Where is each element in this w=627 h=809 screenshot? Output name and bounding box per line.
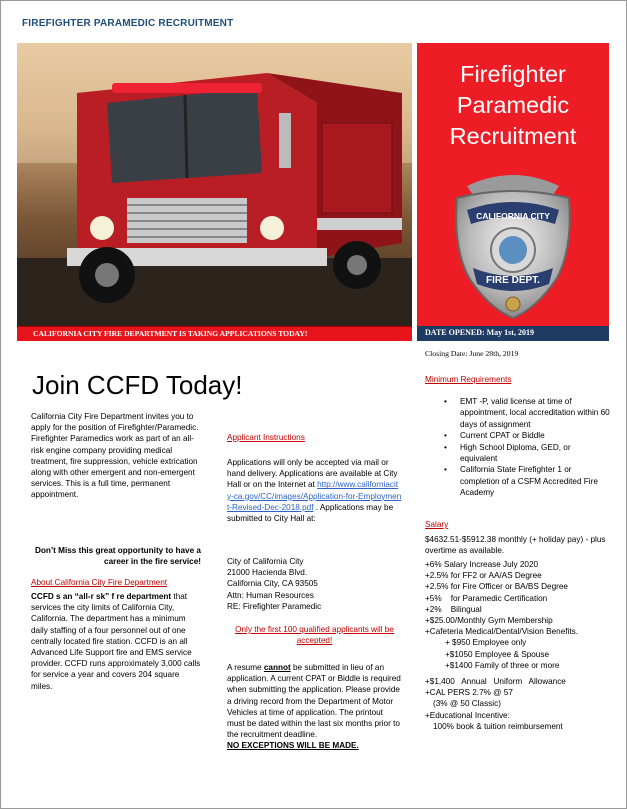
requirements-heading: Minimum Requirements (425, 375, 512, 384)
requirement-item: • High School Diploma, GED, or equivalent (430, 442, 610, 465)
date-opened-banner (417, 326, 609, 341)
salary-line: +2.5% for FF2 or AA/AS Degree (425, 571, 542, 581)
cal-pers: +CAL PERS 2.7% @ 57 (425, 688, 513, 698)
about-paragraph (31, 591, 201, 692)
benefit-options (425, 637, 610, 671)
salary-line: +$25.00/Monthly Gym Membership (425, 616, 553, 626)
requirements-list (430, 396, 610, 499)
about-bold-lead: CCFD s an “all-r sk” f re department (31, 592, 172, 601)
salary-heading: Salary (425, 520, 449, 529)
applicant-paragraph (227, 457, 402, 524)
recruitment-title-line-2: Paramedic (456, 92, 570, 118)
educational-incentive: +Educational Incentive: (425, 710, 510, 720)
document-header-title: FIREFIGHTER PARAMEDIC RECRUITMENT (22, 18, 234, 29)
recruitment-title-line-3: Recruitment (449, 123, 577, 149)
educational-incentive-detail: 100% book & tuition reimbursement (433, 721, 563, 731)
requirement-item: • EMT -P, valid license at time of appointment, local accreditation within 60 days of assignment (430, 396, 610, 430)
address-line-2: 21000 Hacienda Blvd. (227, 568, 308, 578)
salary-line: +Cafeteria Medical/Dental/Vision Benefits. (425, 627, 578, 637)
salary-line: +2.5% for Fire Officer or BA/BS Degree (425, 582, 568, 592)
address-line-5: RE: Firefighter Paramedic (227, 601, 322, 611)
requirement-item: • California State Firefighter 1 or completion of a CSFM Accredited Fire Academy (430, 464, 610, 498)
about-heading: About California City Fire Department (31, 578, 168, 587)
applications-banner (17, 326, 412, 341)
salary-range: $4632.51-$5912.38 monthly (+ holiday pay) - plus overtime as available. (425, 535, 606, 556)
date-opened-text: DATE OPENED: May 1st, 2019 (425, 328, 534, 337)
application-link[interactable]: http://www.californiacity-ca.gov/CC/images/Application-for-Employment-Revised-Dec-2018.pdf (227, 480, 402, 512)
mailing-address (227, 556, 402, 612)
uniform-allowance: +$1,400 Annual Uniform Allowance (425, 677, 566, 687)
address-line-4: Attn: Human Resources (227, 590, 314, 600)
benefit-line: +$1400 Family of three or more (445, 660, 560, 670)
applicant-instructions-heading: Applicant Instructions (227, 433, 305, 442)
badge-top-text: CALIFORNIA CITY (476, 211, 550, 221)
badge-bottom-text: FIRE DEPT. (486, 275, 540, 286)
cal-pers-classic: (3% @ 50 Classic) (433, 699, 501, 709)
address-line-3: California City, CA 93505 (227, 579, 318, 589)
salary-incentives (425, 559, 610, 732)
about-body: that services the city limits of California City, California. The department has a minimum daily staffing of a four personnel out of one centrally located fire station. CCFD is an all Advanced Life Support fire and EMS service provider. CCFD runs approximately 3,000 calls for service a year and covers 204 square miles. (31, 592, 201, 691)
resume-text-b: be submitted in lieu of an application. A current CPAT or Biddle is required when submitting the application. Please provide a driving record from the Department of Motor Vehicles at time of application. The printout must be dated within the last six months prior to the recruitment deadline. (227, 663, 401, 740)
applications-banner-text: CALIFORNIA CITY FIRE DEPARTMENT IS TAKING APPLICATIONS TODAY! (33, 329, 308, 338)
fire-dept-badge-icon (447, 168, 579, 325)
address-line-1: City of California City (227, 557, 304, 566)
applicant-text: Applications will only be accepted via mail or hand delivery. Applications are available at City Hall or on the Internet at (227, 458, 398, 490)
resume-cannot: cannot (263, 663, 291, 672)
recruitment-title-line-1: Firefighter (460, 61, 566, 87)
join-heading: Join CCFD Today! (32, 370, 243, 400)
recruitment-title (417, 59, 609, 152)
closing-date: Closing Date: June 28th, 2019 (425, 349, 519, 358)
salary-line: +6% Salary Increase July 2020 (425, 560, 539, 569)
applicant-limit-notice: Only the first 100 qualified applicants will be accepted! (235, 625, 394, 646)
dont-miss-callout: Don’t Miss this great opportunity to have a career in the fire service! (34, 546, 201, 567)
recruitment-title-panel (417, 43, 609, 326)
intro-paragraph: California City Fire Department invites you to apply for the position of Firefighter/Paramedic. Firefighter Paramedics work as part of an all-risk engine company providing medical treatment, fire suppression, vehicle extrication along with other emergent and non-emergent services. This is a full time, permanent appointment. (31, 412, 199, 500)
resume-text-a: A resume (227, 663, 264, 672)
requirement-item: • Current CPAT or Biddle (430, 430, 610, 441)
benefit-line: +$1050 Employee & Spouse (445, 649, 550, 659)
applicant-text-end: . Applications may be submitted to City Hall at: (227, 502, 394, 524)
no-exceptions-notice: NO EXCEPTIONS WILL BE MADE. (227, 741, 359, 751)
benefit-line: + $950 Employee only (445, 638, 527, 648)
salary-line: +5% for Paramedic Certification (425, 593, 548, 603)
fire-truck-photo (17, 43, 412, 326)
resume-paragraph (227, 662, 402, 752)
salary-line: +2% Bilingual (425, 604, 482, 614)
